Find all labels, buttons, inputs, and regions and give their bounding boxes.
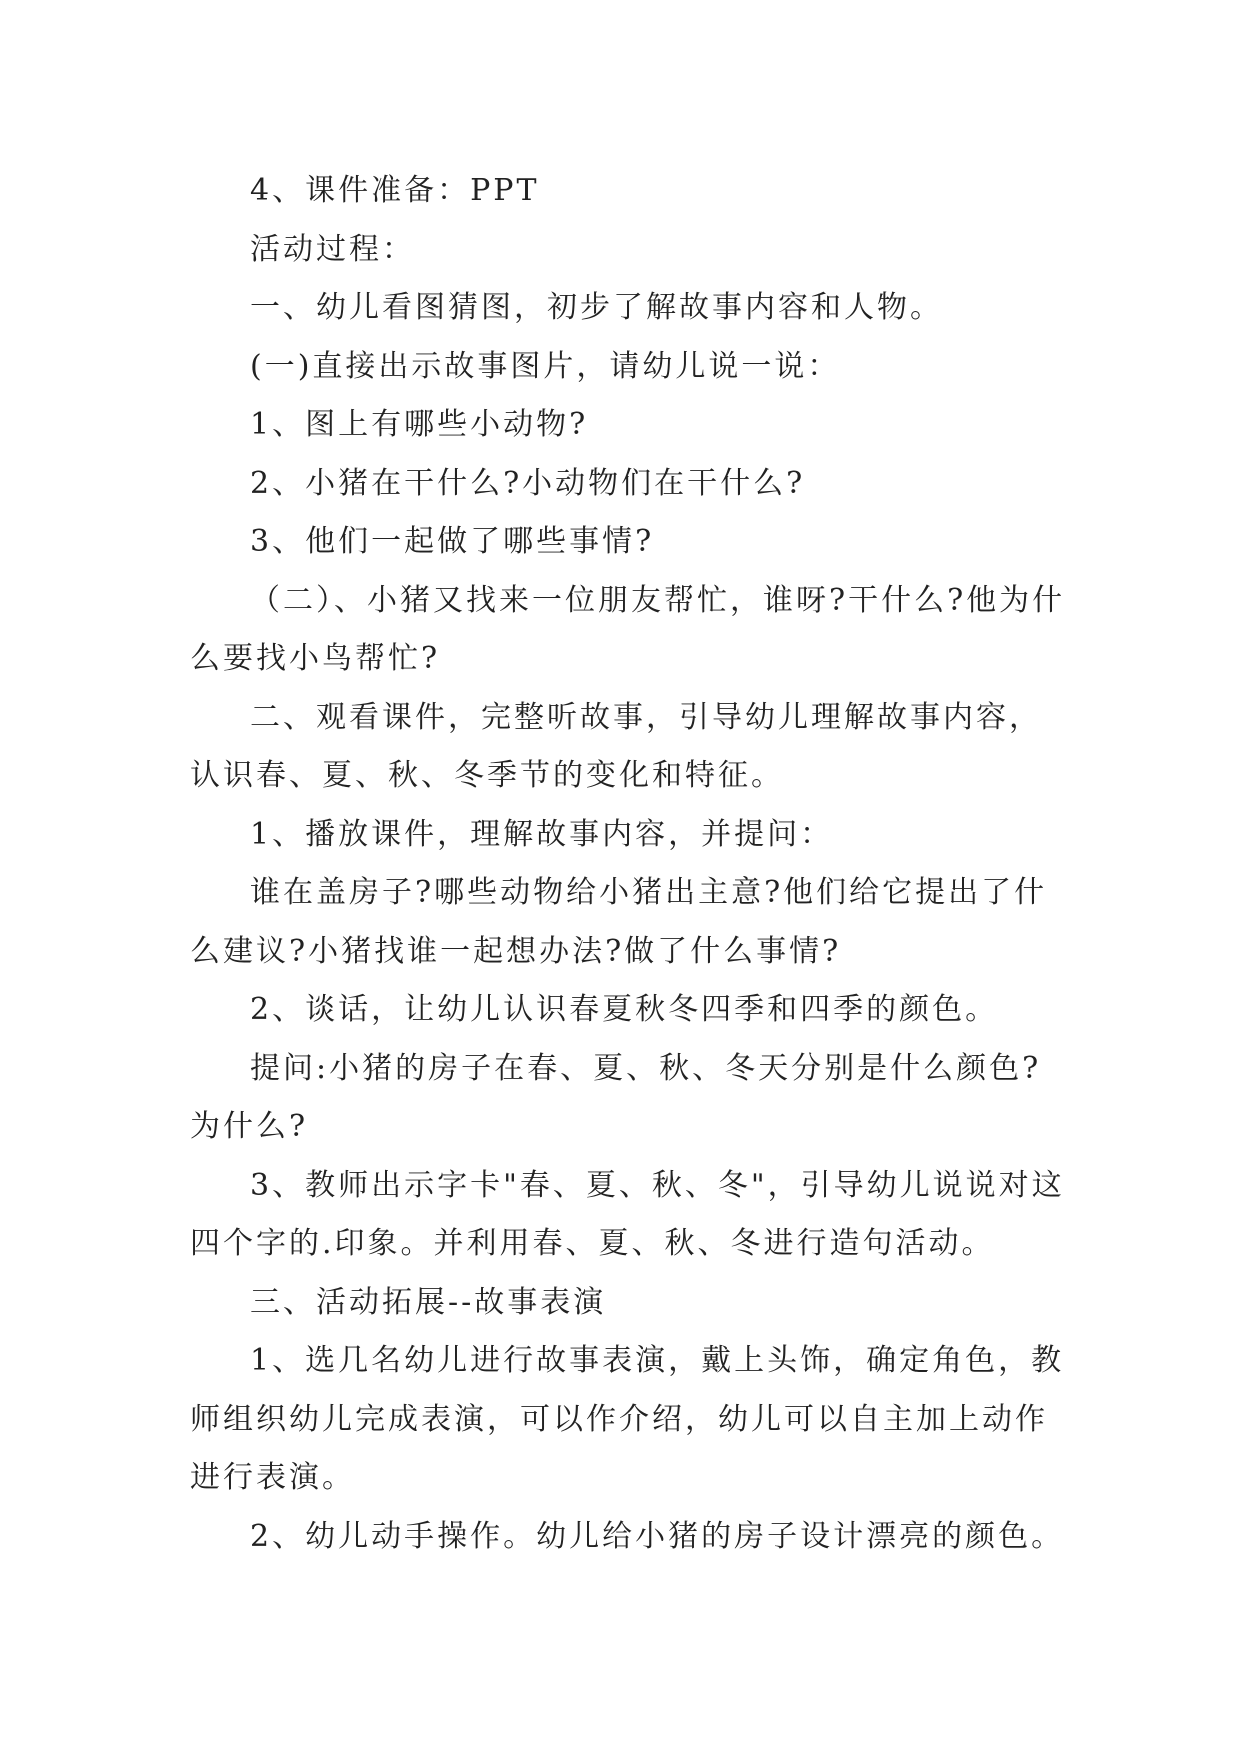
paragraph-story-performance: 1、选几名幼儿进行故事表演，戴上头饰，确定角色，教师组织幼儿完成表演，可以作介绍，幼儿可以自主加上动作进行表演。: [190, 1343, 1065, 1495]
paragraph-activity-process: 活动过程：: [250, 231, 415, 267]
paragraph-question-3: 3、他们一起做了哪些事情?: [250, 524, 655, 559]
paragraph-seasons-talk: 2、谈话，让幼儿认识春夏秋冬四季和四季的颜色。: [250, 992, 999, 1027]
paragraph-word-cards: 3、教师出示字卡"春、夏、秋、冬"，引导幼儿说说对这四个字的.印象。并利用春、夏、秋、冬进行造句活动。: [190, 1167, 1065, 1261]
paragraph-section-one: 一、幼儿看图猜图，初步了解故事内容和人物。: [250, 290, 943, 325]
paragraph-subsection-two: （二）、小猪又找来一位朋友帮忙，谁呀?干什么?他为什么要找小鸟帮忙?: [190, 582, 1066, 676]
paragraph-question-2: 2、小猪在干什么?小动物们在干什么?: [250, 465, 806, 501]
paragraph-hands-on: 2、幼儿动手操作。幼儿给小猪的房子设计漂亮的颜色。: [250, 1518, 1065, 1554]
paragraph-play-courseware: 1、播放课件，理解故事内容，并提问：: [250, 816, 834, 852]
paragraph-question-1: 1、图上有哪些小动物?: [250, 407, 589, 442]
paragraph-section-two: 二、观看课件，完整听故事，引导幼儿理解故事内容，认识春、夏、秋、冬季节的变化和特征。: [190, 699, 1042, 793]
paragraph-subsection-one: (一)直接出示故事图片，请幼儿说一说：: [250, 348, 841, 384]
paragraph-section-three: 三、活动拓展--故事表演: [250, 1284, 607, 1320]
paragraph-courseware-prep: 4、课件准备：PPT: [250, 173, 540, 208]
document-body: [190, 162, 1070, 1566]
paragraph-seasons-question: 提问:小猪的房子在春、夏、秋、冬天分别是什么颜色?为什么?: [190, 1050, 1042, 1144]
paragraph-story-questions: 谁在盖房子?哪些动物给小猪出主意?他们给它提出了什么建议?小猪找谁一起想办法?做了什么事情?: [190, 875, 1048, 969]
